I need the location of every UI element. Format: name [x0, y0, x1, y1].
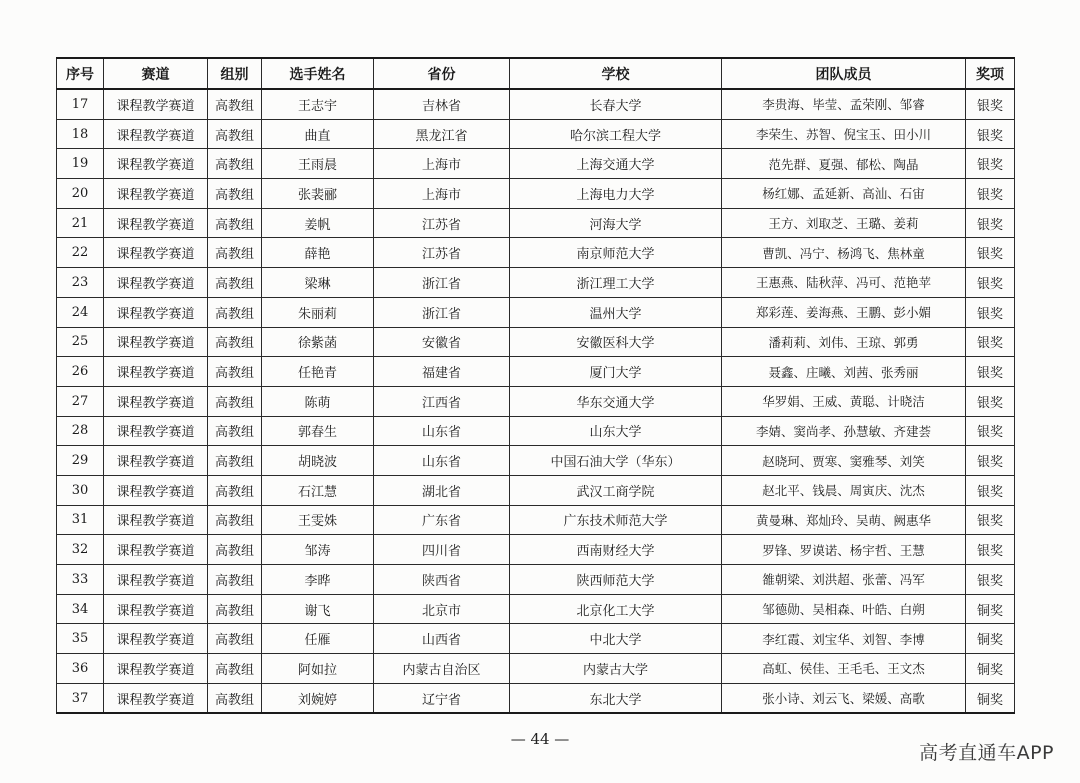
table-row	[57, 446, 1015, 476]
cell-award: 银奖	[966, 416, 1015, 446]
cell-index: 22	[57, 238, 104, 268]
cell-members: 赵晓珂、贾寒、窦雅琴、刘笑	[722, 446, 966, 476]
cell-track: 课程教学赛道	[104, 268, 208, 298]
cell-group: 高教组	[208, 297, 262, 327]
cell-index: 31	[57, 505, 104, 535]
cell-province: 吉林省	[374, 89, 510, 119]
cell-province: 广东省	[374, 505, 510, 535]
table-body	[57, 89, 1015, 713]
cell-index: 33	[57, 565, 104, 595]
cell-index: 17	[57, 89, 104, 119]
cell-group: 高教组	[208, 268, 262, 298]
cell-name: 张裴郦	[262, 179, 374, 209]
table-row	[57, 297, 1015, 327]
cell-name: 曲直	[262, 119, 374, 149]
cell-name: 薛艳	[262, 238, 374, 268]
cell-name: 王雯姝	[262, 505, 374, 535]
table-row	[57, 624, 1015, 654]
cell-school: 北京化工大学	[510, 594, 722, 624]
cell-province: 北京市	[374, 594, 510, 624]
cell-group: 高教组	[208, 208, 262, 238]
cell-province: 上海市	[374, 179, 510, 209]
cell-award: 银奖	[966, 119, 1015, 149]
cell-members: 邹德勋、吴相森、叶皓、白朔	[722, 594, 966, 624]
cell-index: 20	[57, 179, 104, 209]
cell-name: 石江慧	[262, 475, 374, 505]
table-row	[57, 386, 1015, 416]
cell-province: 福建省	[374, 357, 510, 387]
cell-award: 银奖	[966, 179, 1015, 209]
cell-members: 高虹、侯佳、王毛毛、王文杰	[722, 654, 966, 684]
cell-name: 阿如拉	[262, 654, 374, 684]
table-row	[57, 654, 1015, 684]
cell-group: 高教组	[208, 594, 262, 624]
cell-group: 高教组	[208, 327, 262, 357]
cell-track: 课程教学赛道	[104, 179, 208, 209]
cell-school: 武汉工商学院	[510, 475, 722, 505]
cell-name: 徐紫菡	[262, 327, 374, 357]
cell-track: 课程教学赛道	[104, 505, 208, 535]
cell-school: 中北大学	[510, 624, 722, 654]
cell-index: 30	[57, 475, 104, 505]
cell-award: 银奖	[966, 535, 1015, 565]
cell-school: 陕西师范大学	[510, 565, 722, 595]
cell-members: 郑彩莲、姜海燕、王鹏、彭小媚	[722, 297, 966, 327]
cell-province: 江苏省	[374, 208, 510, 238]
cell-group: 高教组	[208, 505, 262, 535]
cell-group: 高教组	[208, 386, 262, 416]
cell-award: 铜奖	[966, 683, 1015, 713]
cell-group: 高教组	[208, 89, 262, 119]
cell-name: 任雁	[262, 624, 374, 654]
table-row	[57, 535, 1015, 565]
cell-group: 高教组	[208, 535, 262, 565]
cell-award: 银奖	[966, 446, 1015, 476]
table-row	[57, 89, 1015, 119]
cell-index: 37	[57, 683, 104, 713]
cell-name: 刘婉婷	[262, 683, 374, 713]
header-col-members: 团队成员	[722, 58, 966, 89]
header-col-award: 奖项	[966, 58, 1015, 89]
cell-name: 胡晓波	[262, 446, 374, 476]
cell-group: 高教组	[208, 475, 262, 505]
cell-group: 高教组	[208, 357, 262, 387]
header-col-track: 赛道	[104, 58, 208, 89]
cell-province: 四川省	[374, 535, 510, 565]
cell-award: 银奖	[966, 565, 1015, 595]
cell-award: 银奖	[966, 89, 1015, 119]
table-row	[57, 357, 1015, 387]
cell-index: 24	[57, 297, 104, 327]
cell-award: 银奖	[966, 208, 1015, 238]
table-row	[57, 238, 1015, 268]
cell-group: 高教组	[208, 179, 262, 209]
cell-members: 李红霞、刘宝华、刘智、李博	[722, 624, 966, 654]
cell-index: 28	[57, 416, 104, 446]
cell-track: 课程教学赛道	[104, 446, 208, 476]
cell-index: 35	[57, 624, 104, 654]
cell-school: 厦门大学	[510, 357, 722, 387]
cell-track: 课程教学赛道	[104, 357, 208, 387]
cell-track: 课程教学赛道	[104, 89, 208, 119]
cell-members: 潘莉莉、刘伟、王琼、郭勇	[722, 327, 966, 357]
cell-school: 浙江理工大学	[510, 268, 722, 298]
cell-members: 雒朝梁、刘洪超、张蕾、冯军	[722, 565, 966, 595]
cell-members: 黄曼琳、郑灿玲、吴萌、阙惠华	[722, 505, 966, 535]
cell-school: 西南财经大学	[510, 535, 722, 565]
cell-award: 铜奖	[966, 594, 1015, 624]
cell-members: 王惠燕、陆秋萍、冯可、范艳苹	[722, 268, 966, 298]
cell-track: 课程教学赛道	[104, 565, 208, 595]
award-table	[56, 57, 1015, 714]
cell-school: 温州大学	[510, 297, 722, 327]
cell-award: 银奖	[966, 238, 1015, 268]
table-row	[57, 149, 1015, 179]
table-row	[57, 565, 1015, 595]
cell-index: 25	[57, 327, 104, 357]
cell-province: 辽宁省	[374, 683, 510, 713]
cell-track: 课程教学赛道	[104, 208, 208, 238]
cell-track: 课程教学赛道	[104, 297, 208, 327]
cell-province: 山东省	[374, 446, 510, 476]
cell-track: 课程教学赛道	[104, 119, 208, 149]
cell-index: 32	[57, 535, 104, 565]
header-col-group: 组别	[208, 58, 262, 89]
cell-province: 山东省	[374, 416, 510, 446]
cell-school: 上海电力大学	[510, 179, 722, 209]
header-col-school: 学校	[510, 58, 722, 89]
cell-group: 高教组	[208, 565, 262, 595]
header-col-index: 序号	[57, 58, 104, 89]
cell-name: 王雨晨	[262, 149, 374, 179]
cell-name: 姜帆	[262, 208, 374, 238]
cell-school: 南京师范大学	[510, 238, 722, 268]
cell-name: 郭春生	[262, 416, 374, 446]
cell-members: 李荣生、苏智、倪宝玉、田小川	[722, 119, 966, 149]
cell-province: 陕西省	[374, 565, 510, 595]
cell-province: 江西省	[374, 386, 510, 416]
cell-members: 罗锋、罗谟诺、杨宇哲、王慧	[722, 535, 966, 565]
cell-members: 聂鑫、庄曦、刘茜、张秀丽	[722, 357, 966, 387]
cell-school: 华东交通大学	[510, 386, 722, 416]
cell-group: 高教组	[208, 624, 262, 654]
header-col-province: 省份	[374, 58, 510, 89]
cell-group: 高教组	[208, 119, 262, 149]
cell-name: 任艳青	[262, 357, 374, 387]
cell-name: 朱丽莉	[262, 297, 374, 327]
cell-province: 上海市	[374, 149, 510, 179]
cell-award: 银奖	[966, 327, 1015, 357]
cell-track: 课程教学赛道	[104, 149, 208, 179]
cell-school: 安徽医科大学	[510, 327, 722, 357]
cell-members: 李婧、窦尚孝、孙慧敏、齐建荟	[722, 416, 966, 446]
cell-group: 高教组	[208, 416, 262, 446]
cell-award: 银奖	[966, 149, 1015, 179]
cell-track: 课程教学赛道	[104, 594, 208, 624]
cell-award: 银奖	[966, 505, 1015, 535]
cell-award: 铜奖	[966, 624, 1015, 654]
table-row	[57, 179, 1015, 209]
cell-school: 广东技术师范大学	[510, 505, 722, 535]
cell-name: 谢飞	[262, 594, 374, 624]
cell-index: 34	[57, 594, 104, 624]
cell-track: 课程教学赛道	[104, 624, 208, 654]
cell-track: 课程教学赛道	[104, 238, 208, 268]
cell-members: 曹凯、冯宁、杨鸿飞、焦林童	[722, 238, 966, 268]
cell-province: 浙江省	[374, 297, 510, 327]
cell-index: 21	[57, 208, 104, 238]
cell-school: 山东大学	[510, 416, 722, 446]
cell-index: 36	[57, 654, 104, 684]
cell-members: 华罗娟、王威、黄聪、计晓洁	[722, 386, 966, 416]
cell-province: 山西省	[374, 624, 510, 654]
cell-school: 东北大学	[510, 683, 722, 713]
cell-school: 中国石油大学（华东）	[510, 446, 722, 476]
cell-track: 课程教学赛道	[104, 654, 208, 684]
cell-school: 内蒙古大学	[510, 654, 722, 684]
cell-track: 课程教学赛道	[104, 475, 208, 505]
table-row	[57, 208, 1015, 238]
cell-school: 哈尔滨工程大学	[510, 119, 722, 149]
cell-province: 安徽省	[374, 327, 510, 357]
table-row	[57, 268, 1015, 298]
cell-index: 27	[57, 386, 104, 416]
cell-award: 铜奖	[966, 654, 1015, 684]
cell-province: 湖北省	[374, 475, 510, 505]
cell-award: 银奖	[966, 475, 1015, 505]
cell-province: 浙江省	[374, 268, 510, 298]
table-row	[57, 683, 1015, 713]
cell-track: 课程教学赛道	[104, 386, 208, 416]
cell-track: 课程教学赛道	[104, 535, 208, 565]
table-row	[57, 416, 1015, 446]
cell-name: 邹涛	[262, 535, 374, 565]
cell-index: 29	[57, 446, 104, 476]
cell-index: 26	[57, 357, 104, 387]
cell-members: 杨红娜、孟延新、高汕、石宙	[722, 179, 966, 209]
cell-award: 银奖	[966, 357, 1015, 387]
table-header-row	[57, 58, 1015, 89]
table-row	[57, 594, 1015, 624]
cell-province: 内蒙古自治区	[374, 654, 510, 684]
cell-school: 长春大学	[510, 89, 722, 119]
cell-group: 高教组	[208, 238, 262, 268]
header-col-name: 选手姓名	[262, 58, 374, 89]
cell-index: 18	[57, 119, 104, 149]
cell-award: 银奖	[966, 268, 1015, 298]
cell-members: 李贵海、毕莹、孟荣刚、邹睿	[722, 89, 966, 119]
cell-school: 河海大学	[510, 208, 722, 238]
cell-group: 高教组	[208, 683, 262, 713]
cell-members: 王方、刘取芝、王璐、姜莉	[722, 208, 966, 238]
cell-school: 上海交通大学	[510, 149, 722, 179]
cell-award: 银奖	[966, 386, 1015, 416]
cell-members: 范先群、夏强、郁松、陶晶	[722, 149, 966, 179]
cell-province: 黑龙江省	[374, 119, 510, 149]
table-row	[57, 119, 1015, 149]
cell-name: 李晔	[262, 565, 374, 595]
cell-index: 23	[57, 268, 104, 298]
cell-track: 课程教学赛道	[104, 416, 208, 446]
table-row	[57, 505, 1015, 535]
cell-province: 江苏省	[374, 238, 510, 268]
cell-track: 课程教学赛道	[104, 683, 208, 713]
table-row	[57, 475, 1015, 505]
cell-index: 19	[57, 149, 104, 179]
cell-award: 银奖	[966, 297, 1015, 327]
cell-track: 课程教学赛道	[104, 327, 208, 357]
cell-members: 赵北平、钱晨、周寅庆、沈杰	[722, 475, 966, 505]
table-row	[57, 327, 1015, 357]
cell-members: 张小诗、刘云飞、梁媛、高歌	[722, 683, 966, 713]
cell-name: 陈萌	[262, 386, 374, 416]
cell-name: 梁琳	[262, 268, 374, 298]
watermark-text: 高考直通车APP	[919, 742, 1054, 764]
page-number: — 44 —	[510, 730, 570, 748]
cell-name: 王志宇	[262, 89, 374, 119]
cell-group: 高教组	[208, 446, 262, 476]
cell-group: 高教组	[208, 149, 262, 179]
cell-group: 高教组	[208, 654, 262, 684]
